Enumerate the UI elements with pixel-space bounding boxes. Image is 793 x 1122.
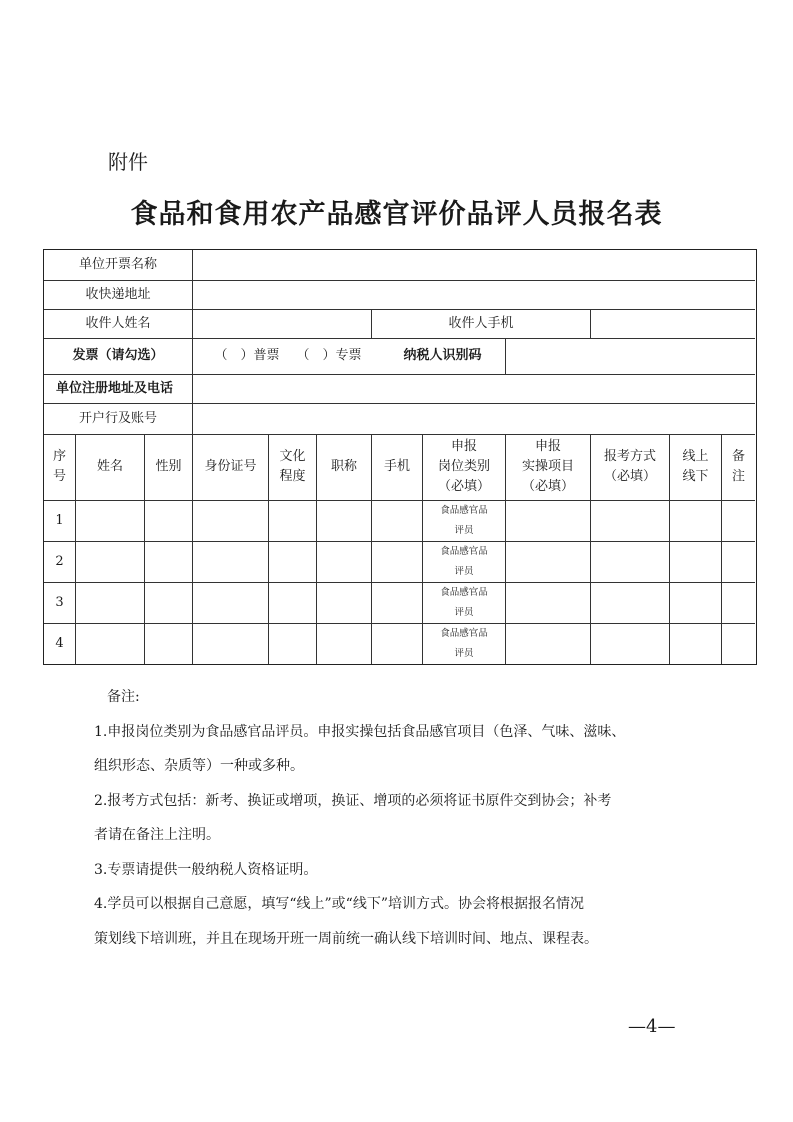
notes-line-2: 组织形态、杂质等）一种或多种。 bbox=[94, 758, 304, 774]
invoice-name-field[interactable] bbox=[193, 250, 755, 280]
recipient-phone-field[interactable] bbox=[591, 309, 755, 338]
notes-line-5: 3.专票请提供一般纳税人资格证明。 bbox=[94, 861, 318, 878]
delivery-address-label: 收快递地址 bbox=[85, 286, 151, 302]
invoice-type-label: 发票（请勾选） bbox=[72, 348, 164, 363]
header-exam-method: 报考方式 （必填） bbox=[603, 449, 656, 484]
taxpayer-id-field[interactable] bbox=[506, 338, 755, 374]
bank-account-field[interactable] bbox=[193, 403, 755, 434]
taxpayer-id-label: 纳税人识别码 bbox=[403, 348, 482, 363]
notes-heading: 备注: bbox=[107, 689, 140, 705]
notes-line-1: 1.申报岗位类别为食品感官品评员。申报实操包括食品感官项目（色泽、气味、滋味、 bbox=[94, 723, 626, 740]
row-1-index: 1 bbox=[55, 512, 64, 528]
row-3-index: 3 bbox=[55, 594, 64, 610]
header-index: 序 号 bbox=[52, 449, 66, 484]
header-education: 文化 程度 bbox=[279, 449, 306, 484]
notes-section bbox=[94, 680, 707, 956]
attachment-label: 附件 bbox=[108, 150, 148, 174]
header-title: 职称 bbox=[330, 459, 357, 474]
header-name: 姓名 bbox=[96, 459, 123, 474]
recipient-name-field[interactable] bbox=[193, 309, 371, 338]
header-id-number: 身份证号 bbox=[204, 459, 257, 474]
invoice-option-special[interactable]: （ ）专票 bbox=[296, 348, 362, 363]
header-online-offline: 线上 线下 bbox=[682, 449, 709, 484]
bank-account-label: 开户行及账号 bbox=[78, 410, 157, 426]
registered-address-field[interactable] bbox=[193, 374, 755, 403]
notes-line-7: 策划线下培训班，并且在现场开班一周前统一确认线下培训时间、地点、课程表。 bbox=[94, 930, 598, 947]
row-2-index: 2 bbox=[55, 553, 64, 569]
header-gender: 性别 bbox=[155, 459, 182, 474]
row-3-position: 食品感官品 评员 bbox=[440, 586, 488, 618]
registration-form bbox=[43, 249, 757, 665]
header-practical-project: 申报 实操项目 （必填） bbox=[521, 439, 574, 494]
recipient-phone-label: 收件人手机 bbox=[448, 315, 514, 331]
row-4-index: 4 bbox=[55, 635, 64, 651]
page-title: 食品和食用农产品感官评价品评人员报名表 bbox=[130, 199, 663, 230]
row-4-position: 食品感官品 评员 bbox=[440, 627, 488, 659]
notes-line-3: 2.报考方式包括：新考、换证或增项，换证、增项的必须将证书原件交到协会；补考 bbox=[94, 792, 612, 809]
invoice-option-normal[interactable]: （ ）普票 bbox=[214, 348, 280, 363]
invoice-name-label: 单位开票名称 bbox=[78, 257, 157, 272]
notes-line-6: 4.学员可以根据自己意愿，填写“线上”或“线下”培训方式。协会将根据报名情况 bbox=[94, 896, 584, 912]
row-2-position: 食品感官品 评员 bbox=[440, 545, 488, 577]
registered-address-label: 单位注册地址及电话 bbox=[56, 380, 174, 396]
page-number: —4— bbox=[628, 1016, 676, 1037]
header-remarks: 备 注 bbox=[731, 449, 745, 484]
notes-line-4: 者请在备注上注明。 bbox=[94, 827, 220, 843]
header-position-category: 申报 岗位类别 （必填） bbox=[437, 439, 490, 494]
header-phone: 手机 bbox=[383, 459, 410, 474]
delivery-address-field[interactable] bbox=[193, 280, 755, 309]
recipient-name-label: 收件人姓名 bbox=[85, 315, 151, 331]
row-1-position: 食品感官品 评员 bbox=[440, 504, 488, 536]
